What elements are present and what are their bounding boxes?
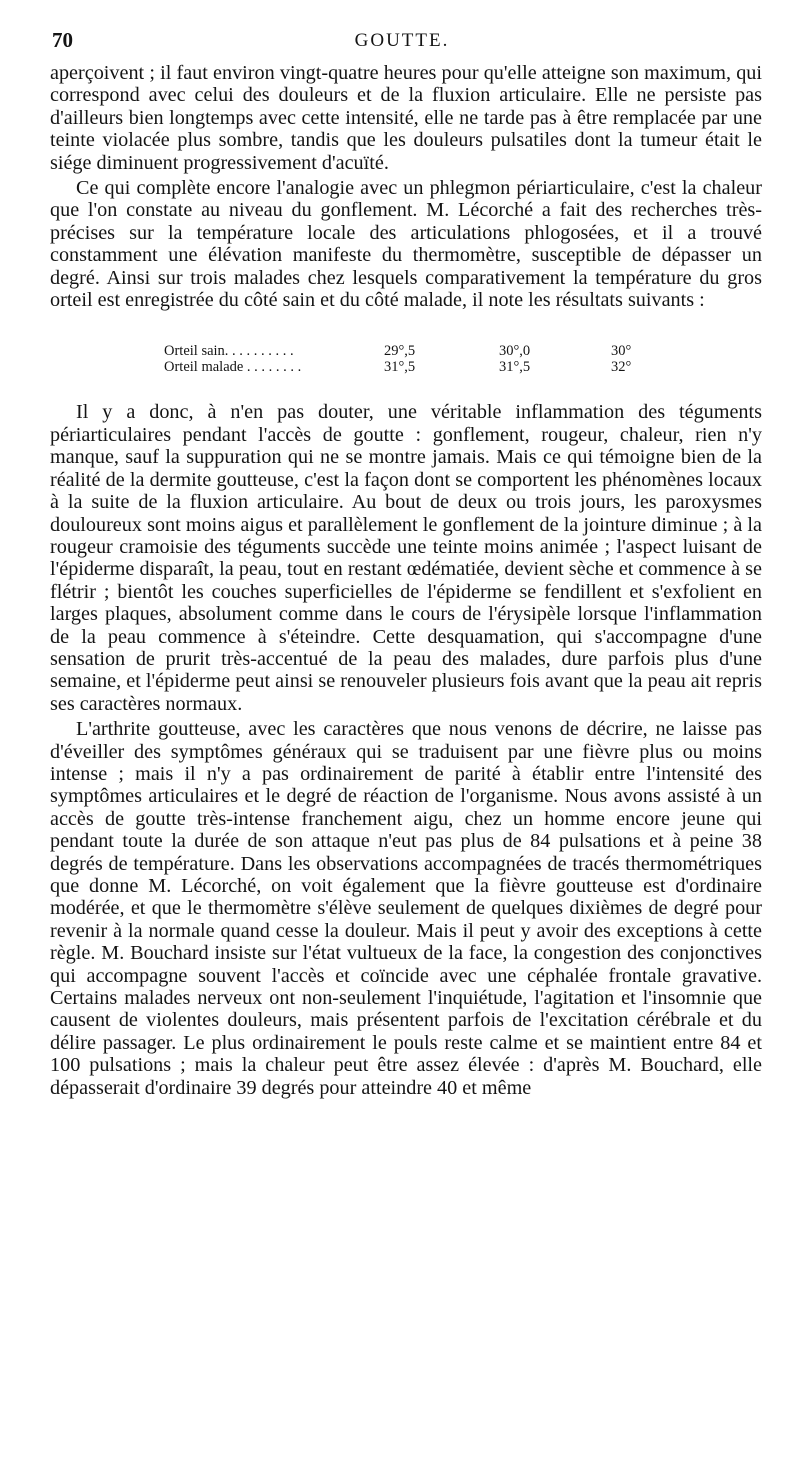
table-cell: 30° (611, 343, 632, 360)
row-label: Orteil sain. . . . . . . . . . (164, 343, 294, 360)
paragraph-continued: aperçoivent ; il faut environ vingt-quatre heures pour qu'elle atteigne son maximum, qui correspond avec celui des douleurs et de la fluxion articulaire. Elle ne persiste pas d'ailleurs bien longtemps avec cette intensité, elle ne tarde pas à être remplacée par une teinte violacée plus sombre, tandis que les douleurs pulsatiles dont la tumeur était le siége diminuent progressivement d'acuïté. (50, 62, 762, 174)
page-number: 70 (52, 28, 73, 52)
row-label: Orteil malade . . . . . . . . (164, 359, 302, 376)
table-cell: 31°,5 (499, 359, 531, 376)
page-header (52, 28, 752, 58)
paragraph-chaleur: Ce qui complète encore l'analogie avec un phlegmon périarticulaire, c'est la chaleur que l'on constate au niveau du gonflement. M. Lécorché a fait des recherches très-précises sur la température locale des articulations phlogosées, et il a trouvé constamment une élévation manifeste du thermomètre, susceptible de dépasser un degré. Ainsi sur trois malades chez lesquels comparativement la température du gros orteil est enregistrée du côté sain et du côté malade, il note les résultats suivants : (50, 177, 762, 312)
table-cell: 30°,0 (499, 343, 531, 360)
running-title: GOUTTE. (354, 30, 450, 51)
page-body (50, 62, 762, 1099)
table-row (164, 359, 671, 375)
paragraph-inflammation: Il y a donc, à n'en pas douter, une véritable inflammation des téguments périarticulaires pendant l'accès de goutte : gonflement, rougeur, chaleur, rien n'y manque, sauf la suppuration qui ne se montre jamais. Mais ce qui témoigne bien de la réalité de la dermite goutteuse, c'est la façon dont se comportent les phénomènes locaux à la suite de la fluxion articulaire. Au bout de deux ou trois jours, les paroxysmes douloureux sont moins aigus et parallèlement le gonflement de la jointure diminue ; à la rougeur cramoisie des téguments succède une teinte moins animée ; l'aspect luisant de l'épiderme disparaît, la peau, tout en restant œdématiée, devient sèche et commence à se flétrir ; bientôt les couches superficielles de l'épiderme se fendillent et s'exfolient en larges plaques, absolument comme dans le cours de l'érysipèle lorsque l'inflammation de la peau commence à s'éteindre. Cette desquamation, qui s'accompagne d'une sensation de prurit très-accentué de la peau des malades, dure parfois plus d'une semaine, et l'épiderme peut ainsi se renouveler plusieurs fois avant que la peau ait repris ses caractères normaux. (50, 401, 762, 715)
table-cell: 31°,5 (384, 359, 416, 376)
temperature-table (164, 343, 671, 375)
table-row (164, 343, 671, 359)
table-cell: 32° (611, 359, 632, 376)
table-cell: 29°,5 (384, 343, 416, 360)
paragraph-arthrite: L'arthrite goutteuse, avec les caractères que nous venons de décrire, ne laisse pas d'éveiller des symptômes généraux qui se traduisent par une fièvre plus ou moins intense ; mais il n'y a pas ordinairement de parité à établir entre l'intensité des symptômes articulaires et le degré de réaction de l'organisme. Nous avons assisté à un accès de goutte très-intense franchement aigu, chez un homme encore jeune qui pendant toute la durée de son attaque n'eut pas plus de 84 pulsations et à peine 38 degrés de température. Dans les observations accompagnées de tracés thermométriques que donne M. Lécorché, on voit également que la fièvre goutteuse est d'ordinaire modérée, et que le thermomètre s'élève seulement de quelques dixièmes de degré pour revenir à la normale quand cesse la douleur. Mais il peut y avoir des exceptions à cette règle. M. Bouchard insiste sur l'état vultueux de la face, la congestion des conjonctives qui accompagne souvent l'accès et coïncide avec une céphalée frontale gravative. Certains malades nerveux ont non-seulement l'inquiétude, l'agitation et l'insomnie que causent de violentes douleurs, mais présentent parfois de l'excitation cérébrale et du délire passager. Le plus ordinairement le pouls reste calme et se maintient entre 84 et 100 pulsations ; mais la chaleur peut être assez élevée : d'après M. Bouchard, elle dépasserait d'ordinaire 39 degrés pour atteindre 40 et même (50, 718, 762, 1099)
